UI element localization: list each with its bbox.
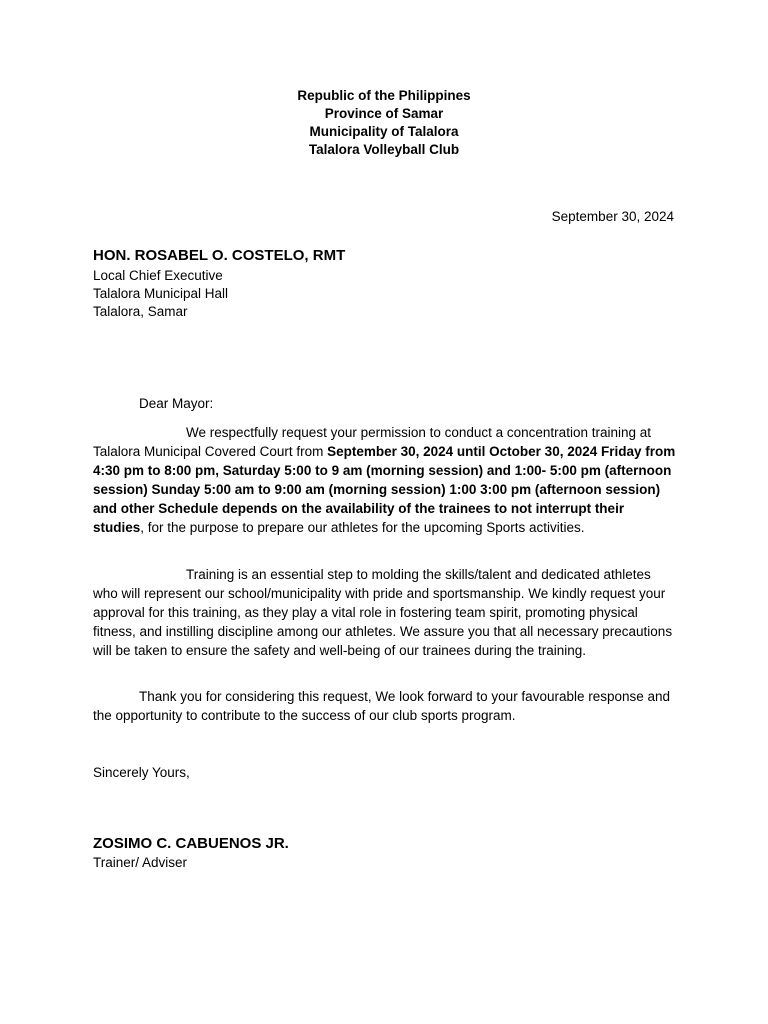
letter-date: September 30, 2024 bbox=[551, 209, 674, 224]
letterhead-province: Province of Samar bbox=[324, 106, 444, 121]
recipient-address: Talalora, Samar bbox=[93, 304, 188, 319]
paragraph-1-tail: , for the purpose to prepare our athletes for the upcoming Sports activities. bbox=[140, 520, 585, 535]
recipient-office: Talalora Municipal Hall bbox=[93, 286, 229, 301]
paragraph-1-schedule: September 30, 2024 until October 30, 2024 Friday from 4:30 pm to 8:00 pm, Saturday 5:00 to 9 am (morning session) and 1:00- 5:00 pm (afternoon session) Sunday 5:00 am to 9:00 am (morning session) 1:00 3:00 pm (afternoon session) and other Schedule depends on the availability of the trainees to not interrupt their studies bbox=[93, 444, 676, 535]
signer-role: Trainer/ Adviser bbox=[93, 855, 188, 870]
body-paragraph-2 bbox=[93, 565, 677, 660]
letterhead-municipality: Municipality of Talalora bbox=[309, 124, 459, 139]
salutation: Dear Mayor: bbox=[139, 396, 214, 411]
recipient-title: Local Chief Executive bbox=[93, 268, 223, 283]
signer-name: ZOSIMO C. CABUENOS JR. bbox=[93, 835, 289, 852]
paragraph-2-text: Training is an essential step to molding the skills/talent and dedicated athletes who will represent our school/municipality with pride and sportsmanship. We kindly request your approval for this training, as they play a vital role in fostering team spirit, promoting physical fitness, and instilling discipline among our athletes. We assure you that all necessary precautions will be taken to ensure the safety and well-being of our trainees during the training. bbox=[93, 567, 673, 658]
paragraph-1-lead: We respectfully request your permission to conduct a concentration training at Talalora Municipal Covered Court from bbox=[93, 425, 651, 459]
recipient-block bbox=[93, 246, 345, 321]
body-paragraph-1 bbox=[93, 423, 677, 537]
body-paragraph-3 bbox=[93, 687, 677, 725]
letterhead-club: Talalora Volleyball Club bbox=[308, 142, 460, 157]
paragraph-3-text: Thank you for considering this request, We look forward to your favourable response and the opportunity to contribute to the success of our club sports program. bbox=[93, 689, 671, 723]
letterhead bbox=[0, 87, 768, 159]
closing: Sincerely Yours, bbox=[93, 765, 190, 780]
letterhead-country: Republic of the Philippines bbox=[297, 88, 471, 103]
signature-block bbox=[93, 834, 289, 871]
recipient-name: HON. ROSABEL O. COSTELO, RMT bbox=[93, 247, 346, 264]
